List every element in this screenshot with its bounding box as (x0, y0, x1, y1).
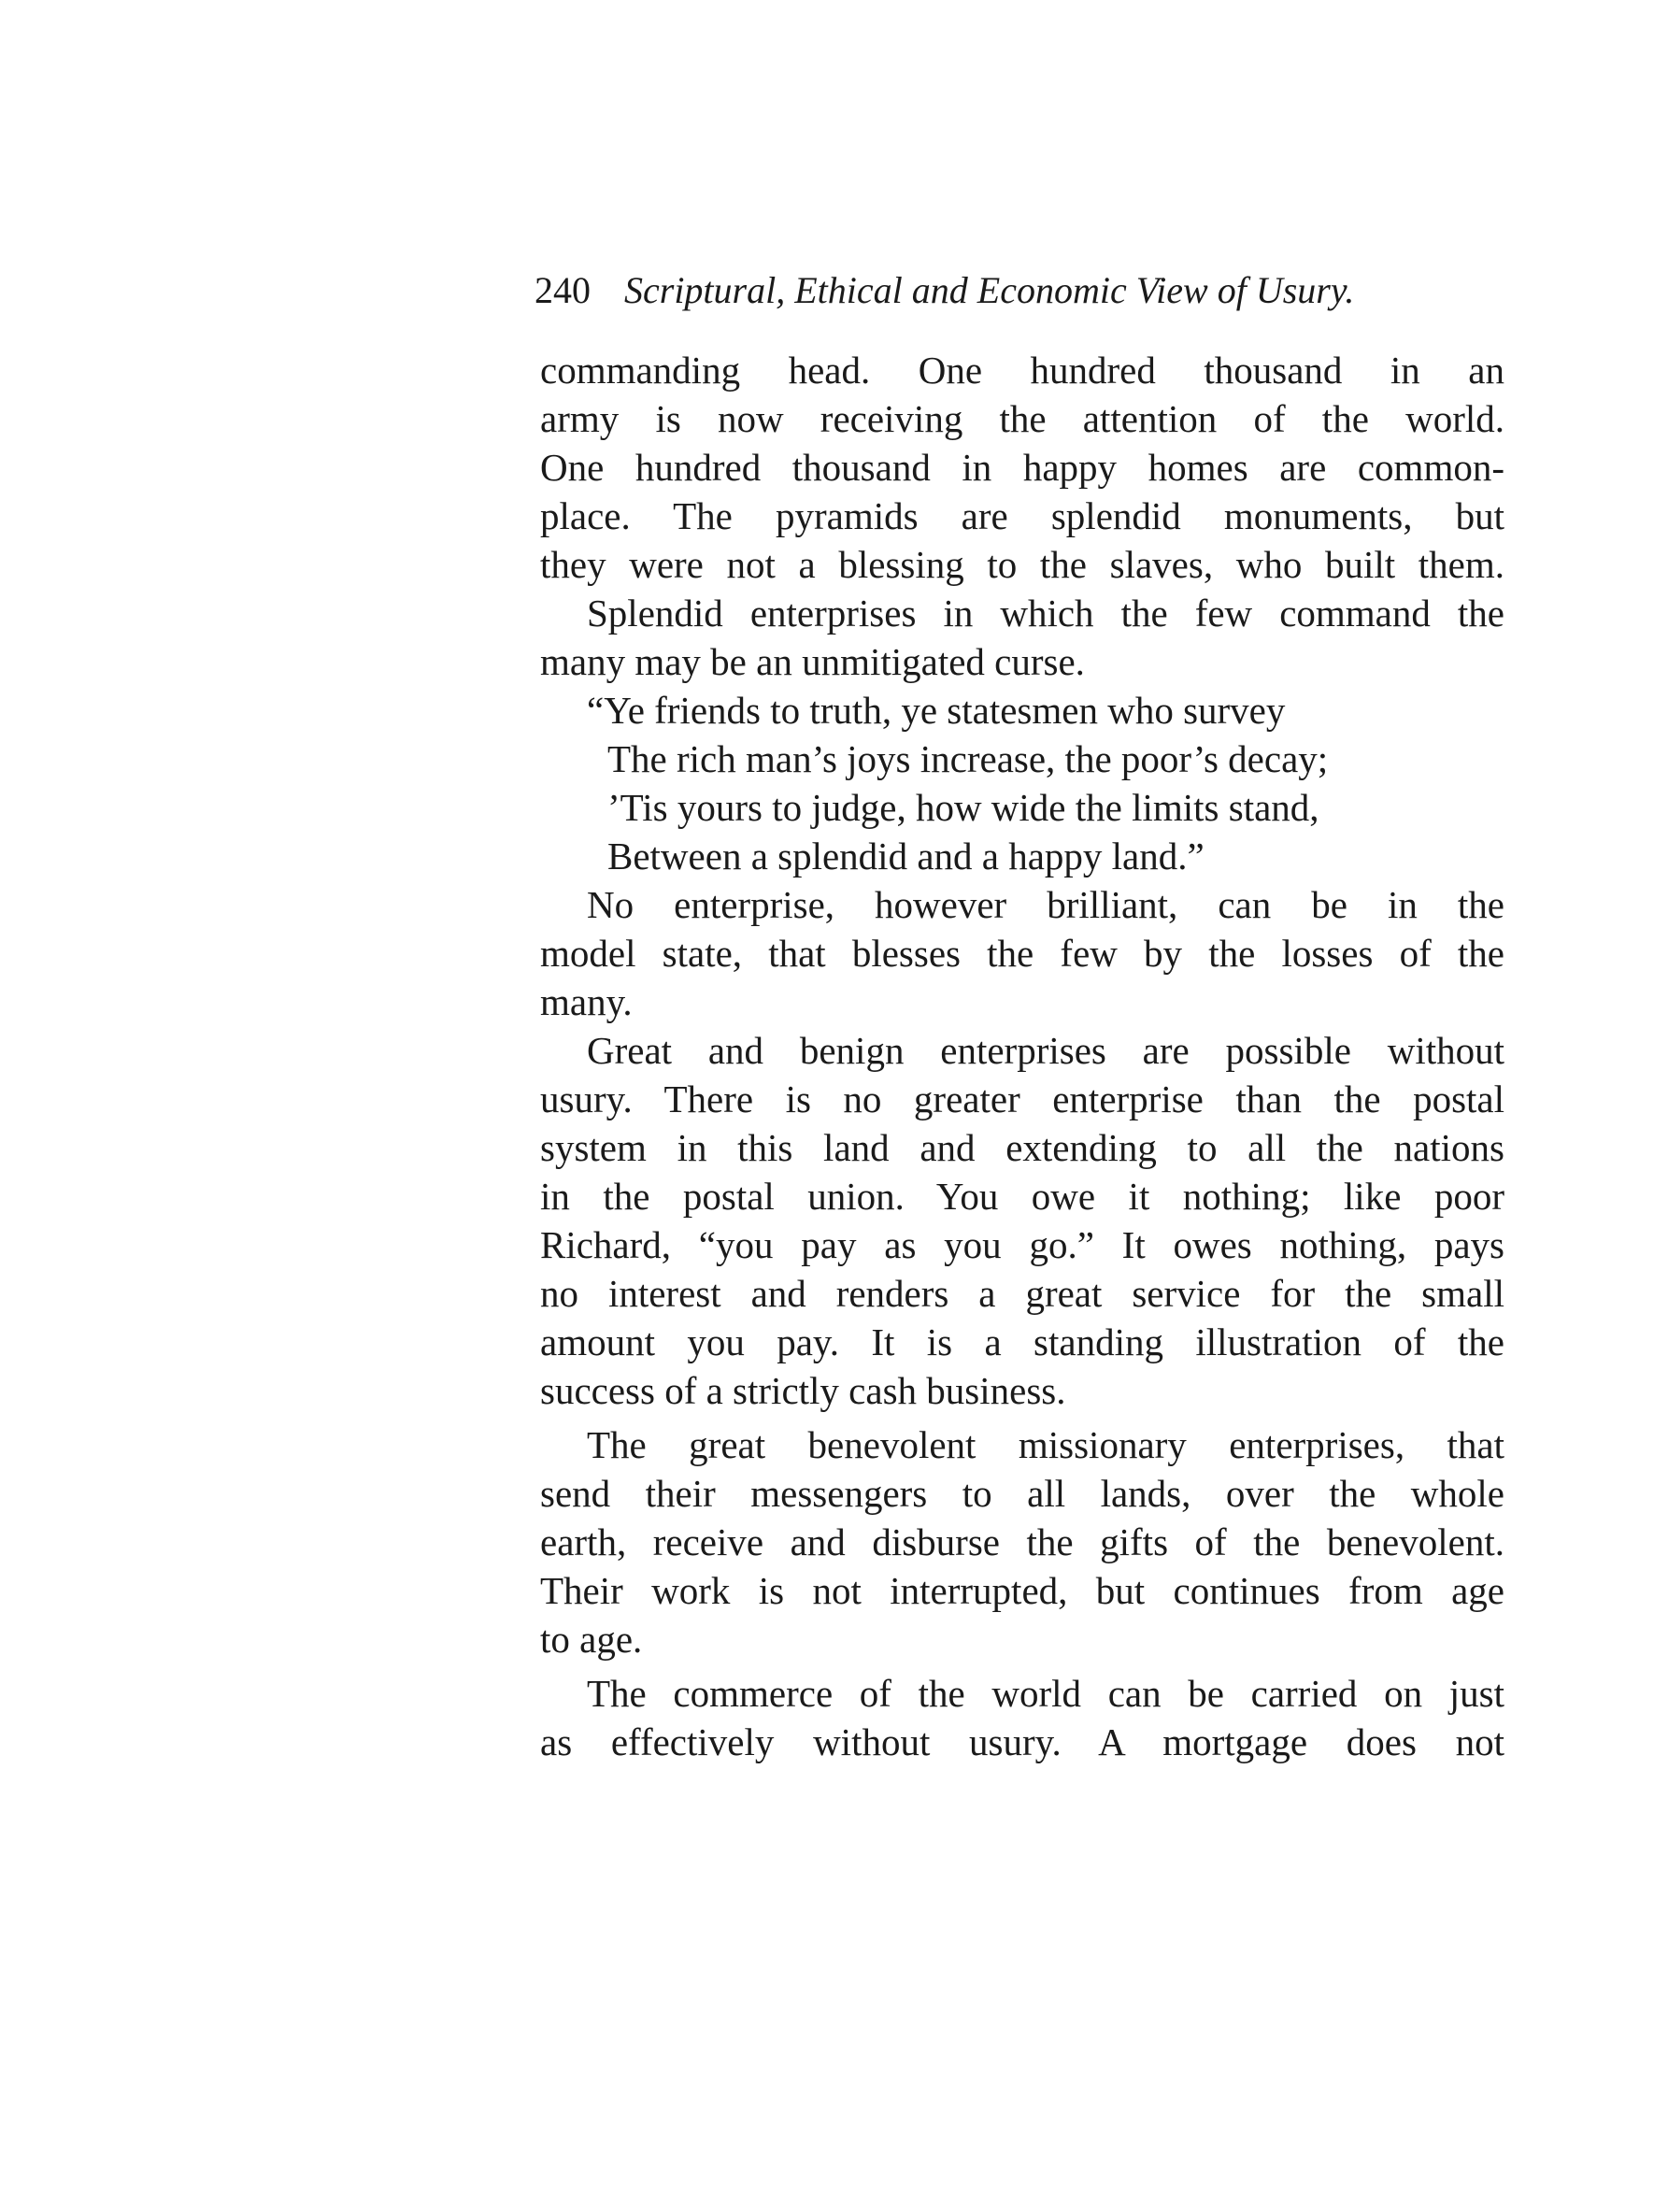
text-line: No enterprise, however brilliant, can be in the (587, 883, 1504, 926)
text-line: place. The pyramids are splendid monuments, but (540, 494, 1504, 537)
text-line: as effectively without usury. A mortgage does not (540, 1720, 1504, 1763)
text-line: many may be an unmitigated curse. (540, 640, 1085, 683)
verse-line: “Ye friends to truth, ye statesmen who survey (587, 689, 1286, 732)
running-header (535, 266, 1525, 315)
text-line: in the postal union. You owe it nothing; like poor (540, 1175, 1504, 1218)
text-line: The great benevolent missionary enterprises, that (587, 1423, 1504, 1466)
text-line: no interest and renders a great service for the small (540, 1272, 1504, 1315)
text-line: many. (540, 980, 633, 1023)
running-title: Scriptural, Ethical and Economic View of Usury. (624, 269, 1355, 311)
text-line: to age. (540, 1618, 643, 1661)
text-line: Great and benign enterprises are possible without (587, 1029, 1504, 1072)
text-line: Their work is not interrupted, but continues from age (540, 1569, 1504, 1612)
page-number: 240 (535, 269, 591, 311)
body-text (540, 346, 1504, 1766)
text-line: army is now receiving the attention of the world. (540, 397, 1504, 440)
verse-line: The rich man’s joys increase, the poor’s decay; (607, 737, 1329, 780)
text-line: earth, receive and disburse the gifts of the benevolent. (540, 1520, 1504, 1563)
text-line: Splendid enterprises in which the few command the (587, 592, 1504, 635)
text-line: The commerce of the world can be carried on just (587, 1672, 1504, 1715)
verse-line: Between a splendid and a happy land.” (607, 835, 1205, 878)
text-line: send their messengers to all lands, over the whole (540, 1472, 1504, 1515)
text-line: commanding head. One hundred thousand in an (540, 349, 1504, 392)
text-line: usury. There is no greater enterprise than the postal (540, 1077, 1504, 1120)
text-line: Richard, “you pay as you go.” It owes nothing, pays (540, 1223, 1504, 1266)
text-line: One hundred thousand in happy homes are common- (540, 446, 1504, 489)
text-line: model state, that blesses the few by the losses of the (540, 932, 1504, 975)
verse-line: ’Tis yours to judge, how wide the limits stand, (607, 786, 1319, 829)
text-line: they were not a blessing to the slaves, who built them. (540, 543, 1504, 586)
text-line: system in this land and extending to all the nations (540, 1126, 1504, 1169)
text-line: success of a strictly cash business. (540, 1369, 1066, 1412)
text-line: amount you pay. It is a standing illustration of the (540, 1320, 1504, 1363)
